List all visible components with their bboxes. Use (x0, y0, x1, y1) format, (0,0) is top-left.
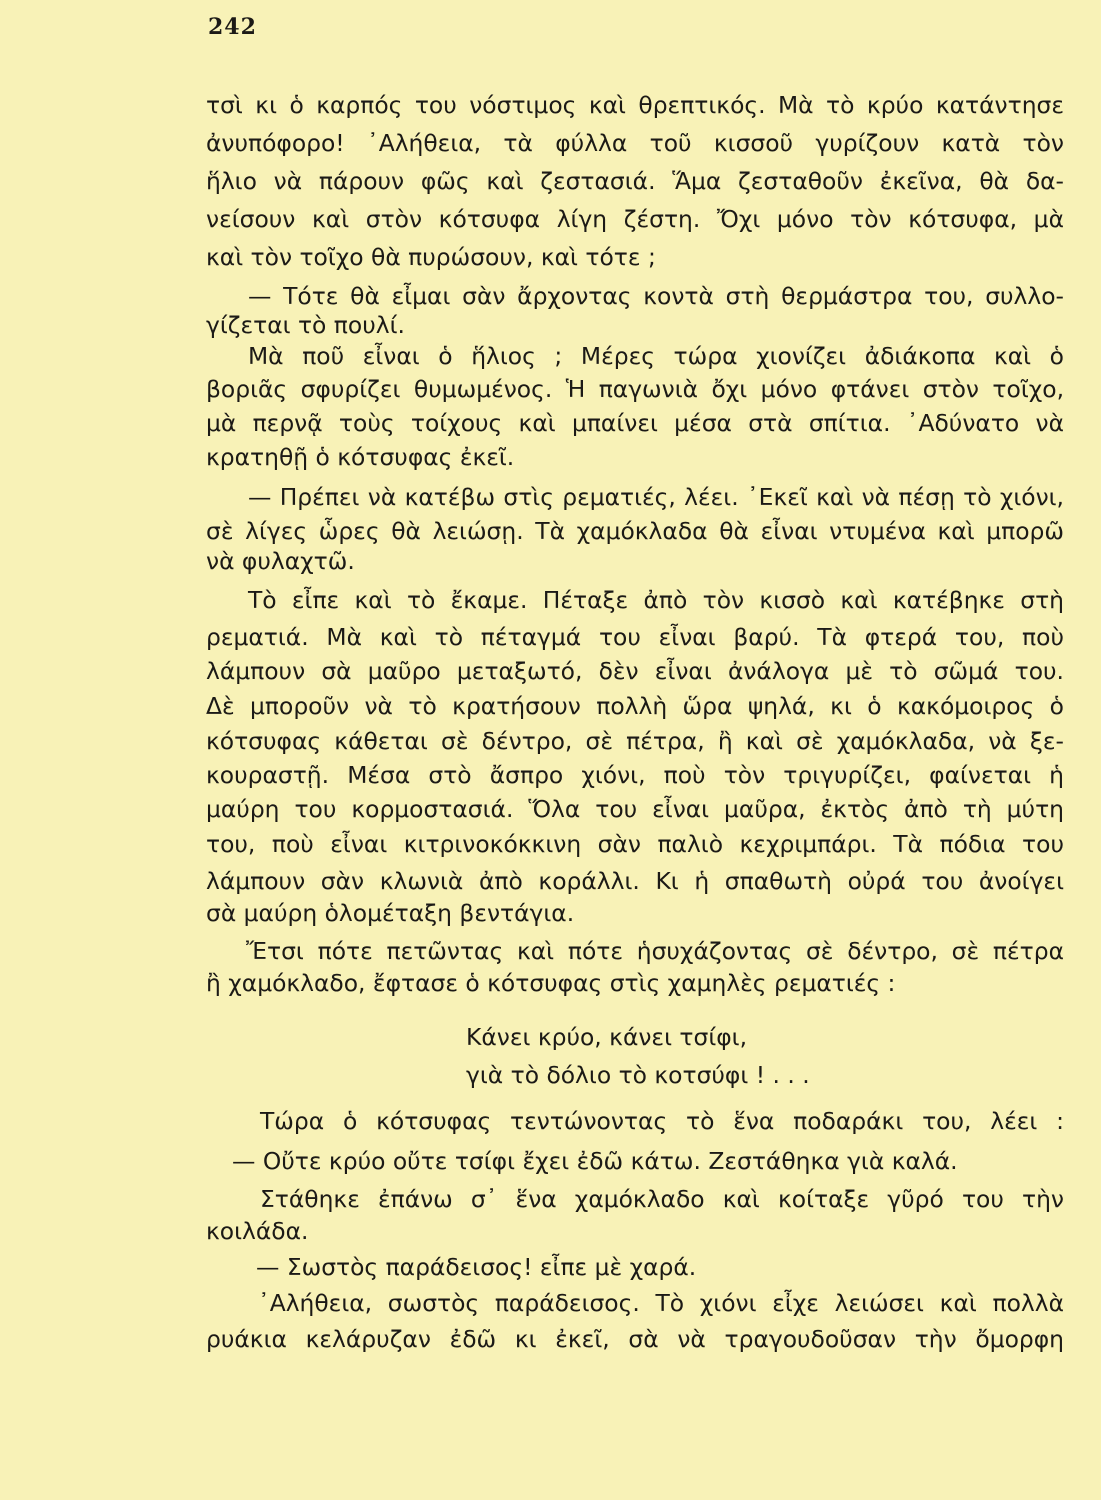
text-line: κοιλάδα. (206, 1217, 309, 1245)
dialogue-line: — Σωστὸς παράδεισος! εἶπε μὲ χαρά. (256, 1253, 697, 1281)
text-line: ἥλιο νὰ πάρουν φῶς καὶ ζεστασιά. Ἅμα ζεσταθοῦν ἐκεῖνα, θὰ δα- (206, 167, 1064, 195)
paragraph-start: Τὸ εἶπε καὶ τὸ ἔκαμε. Πέταξε ἀπὸ τὸν κισσὸ καὶ κατέβηκε στὴ (248, 586, 1064, 614)
paragraph-start: ᾿Αλήθεια, σωστὸς παράδεισος. Τὸ χιόνι εἶχε λειώσει καὶ πολλὰ (258, 1289, 1064, 1317)
text-line: κρατηθῇ ὁ κότσυφας ἐκεῖ. (206, 443, 515, 471)
text-line: γίζεται τὸ πουλί. (206, 311, 405, 339)
text-line: καὶ τὸν τοῖχο θὰ πυρώσουν, καὶ τότε ; (206, 243, 656, 271)
text-line: σὰ μαύρη ὁλομέταξη βεντάγια. (206, 899, 575, 927)
text-line: ἀνυπόφορο! ᾿Αλήθεια, τὰ φύλλα τοῦ κισσοῦ γυρίζουν κατὰ τὸν (206, 129, 1064, 157)
verse-line: Κάνει κρύο, κάνει τσίφι, (466, 1023, 748, 1051)
dialogue-line: — Τότε θὰ εἶμαι σὰν ἄρχοντας κοντὰ στὴ θερμάστρα του, συλλο- (248, 282, 1064, 310)
paragraph-start: Ἔτσι πότε πετῶντας καὶ πότε ἡσυχάζοντας σὲ δέντρο, σὲ πέτρα (246, 937, 1064, 965)
text-line: σὲ λίγες ὧρες θὰ λειώσῃ. Τὰ χαμόκλαδα θὰ εἶναι ντυμένα καὶ μπορῶ (206, 517, 1064, 545)
text-line: κουραστῇ. Μέσα στὸ ἄσπρο χιόνι, ποὺ τὸν τριγυρίζει, φαίνεται ἡ (206, 761, 1064, 789)
text-line: του, ποὺ εἶναι κιτρινοκόκκινη σὰν παλιὸ κεχριμπάρι. Τὰ πόδια του (206, 830, 1064, 858)
verse-line: γιὰ τὸ δόλιο τὸ κοτσύφι ! . . . (466, 1061, 810, 1089)
text-line: νείσουν καὶ στὸν κότσυφα λίγη ζέστη. Ὄχι μόνο τὸν κότσυφα, μὰ (206, 205, 1064, 233)
text-line: κότσυφας κάθεται σὲ δέντρο, σὲ πέτρα, ἢ καὶ σὲ χαμόκλαδα, νὰ ξε- (206, 727, 1064, 755)
dialogue-line: — Πρέπει νὰ κατέβω στὶς ρεματιές, λέει. ᾿Εκεῖ καὶ νὰ πέσῃ τὸ χιόνι, (248, 483, 1064, 511)
text-line: μὰ περνᾷ τοὺς τοίχους καὶ μπαίνει μέσα στὰ σπίτια. ᾿Αδύνατο νὰ (206, 409, 1064, 437)
paragraph-start: Τώρα ὁ κότσυφας τεντώνοντας τὸ ἕνα ποδαράκι του, λέει : (260, 1107, 1064, 1135)
text-line: ρυάκια κελάρυζαν ἐδῶ κι ἐκεῖ, σὰ νὰ τραγουδοῦσαν τὴν ὄμορφη (206, 1325, 1064, 1353)
paragraph-start: Μὰ ποῦ εἶναι ὁ ἥλιος ; Μέρες τώρα χιονίζει ἀδιάκοπα καὶ ὁ (248, 342, 1064, 370)
text-line: βοριᾶς σφυρίζει θυμωμένος. Ἡ παγωνιὰ ὄχι μόνο φτάνει στὸν τοῖχο, (206, 375, 1064, 403)
paragraph-start: Στάθηκε ἐπάνω σ᾿ ἕνα χαμόκλαδο καὶ κοίταξε γῦρό του τὴν (260, 1185, 1064, 1213)
text-line: λάμπουν σὰν κλωνιὰ ἀπὸ κοράλλι. Κι ἡ σπαθωτὴ οὐρά του ἀνοίγει (206, 867, 1064, 895)
text-line: μαύρη του κορμοστασιά. Ὅλα του εἶναι μαῦρα, ἐκτὸς ἀπὸ τὴ μύτη (206, 795, 1064, 823)
text-line: Δὲ μποροῦν νὰ τὸ κρατήσουν πολλὴ ὥρα ψηλά, κι ὁ κακόμοιρος ὁ (206, 692, 1064, 720)
page-number: 242 (208, 14, 257, 40)
text-line: ἢ χαμόκλαδο, ἔφτασε ὁ κότσυφας στὶς χαμηλὲς ρεματιές : (206, 969, 896, 997)
text-line: τσὶ κι ὁ καρπός του νόστιμος καὶ θρεπτικός. Μὰ τὸ κρύο κατάντησε (206, 91, 1064, 119)
text-line: νὰ φυλαχτῶ. (206, 547, 355, 575)
text-line: ρεματιά. Μὰ καὶ τὸ πέταγμά του εἶναι βαρύ. Τὰ φτερά του, ποὺ (206, 623, 1064, 651)
dialogue-line: — Οὔτε κρύο οὔτε τσίφι ἔχει ἐδῶ κάτω. Ζεστάθηκα γιὰ καλά. (232, 1147, 958, 1175)
text-line: λάμπουν σὰ μαῦρο μεταξωτό, δὲν εἶναι ἀνάλογα μὲ τὸ σῶμά του. (206, 657, 1064, 685)
